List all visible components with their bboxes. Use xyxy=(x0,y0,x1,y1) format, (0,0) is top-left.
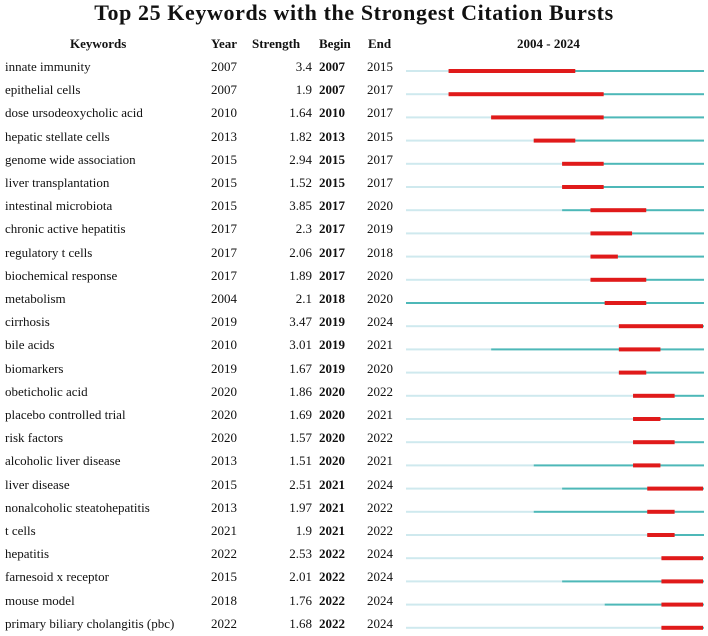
begin-cell: 2019 xyxy=(319,360,345,376)
year-cell: 2015 xyxy=(211,198,237,214)
strength-cell: 1.68 xyxy=(289,615,312,631)
table-row xyxy=(0,381,708,404)
header-strength: Strength xyxy=(252,36,301,51)
table-row xyxy=(0,358,708,381)
strength-cell: 3.4 xyxy=(295,59,312,74)
year-cell: 2004 xyxy=(211,291,237,306)
strength-cell: 2.51 xyxy=(289,476,312,492)
table-row xyxy=(0,265,708,288)
strength-cell: 1.97 xyxy=(289,499,312,515)
keyword-cell: metabolism xyxy=(5,291,66,306)
strength-cell: 3.01 xyxy=(289,337,312,353)
strength-cell: 1.52 xyxy=(289,175,312,190)
keyword-cell: cirrhosis xyxy=(5,314,50,330)
begin-cell: 2017 xyxy=(319,198,345,214)
strength-cell: 2.3 xyxy=(295,221,312,237)
strength-cell: 3.47 xyxy=(289,314,312,330)
strength-cell: 3.85 xyxy=(289,198,312,214)
end-cell: 2015 xyxy=(367,128,393,144)
year-cell: 2019 xyxy=(211,360,237,376)
table-row xyxy=(0,218,708,241)
year-cell: 2020 xyxy=(211,430,237,446)
table-row xyxy=(0,497,708,520)
end-cell: 2024 xyxy=(367,615,393,631)
keyword-cell: placebo controlled trial xyxy=(5,407,126,422)
year-cell: 2018 xyxy=(211,592,237,608)
strength-cell: 2.1 xyxy=(295,291,312,306)
end-cell: 2017 xyxy=(367,175,393,190)
header-begin: Begin xyxy=(319,36,351,51)
keyword-cell: regulatory t cells xyxy=(5,244,93,260)
end-cell: 2015 xyxy=(367,59,393,74)
begin-cell: 2021 xyxy=(319,499,345,515)
strength-cell: 2.06 xyxy=(289,244,312,260)
begin-cell: 2010 xyxy=(319,105,345,121)
begin-cell: 2017 xyxy=(319,267,345,283)
end-cell: 2017 xyxy=(367,105,393,121)
year-cell: 2013 xyxy=(211,128,237,144)
keyword-cell: bile acids xyxy=(5,337,55,353)
begin-cell: 2022 xyxy=(319,615,345,631)
begin-cell: 2017 xyxy=(319,221,345,237)
table-row xyxy=(0,102,708,125)
keyword-cell: nonalcoholic steatohepatitis xyxy=(5,499,150,515)
keyword-cell: biomarkers xyxy=(5,360,64,376)
header-end: End xyxy=(368,36,392,51)
header-keywords: Keywords xyxy=(70,36,127,51)
strength-cell: 2.53 xyxy=(289,546,312,562)
year-cell: 2007 xyxy=(211,59,237,74)
table-row xyxy=(0,543,708,566)
year-cell: 2010 xyxy=(211,105,237,121)
end-cell: 2021 xyxy=(367,453,393,469)
strength-cell: 1.64 xyxy=(289,105,312,121)
begin-cell: 2020 xyxy=(319,453,345,469)
table-row xyxy=(0,56,708,79)
strength-cell: 1.9 xyxy=(295,82,312,98)
year-cell: 2017 xyxy=(211,244,237,260)
table-row xyxy=(0,520,708,543)
end-cell: 2022 xyxy=(367,430,393,446)
strength-cell: 2.94 xyxy=(289,151,312,167)
keyword-cell: obeticholic acid xyxy=(5,383,88,399)
end-cell: 2020 xyxy=(367,360,393,376)
keyword-cell: liver disease xyxy=(5,476,70,492)
end-cell: 2019 xyxy=(367,221,393,237)
keyword-cell: genome wide association xyxy=(5,151,136,167)
table-row xyxy=(0,242,708,265)
begin-cell: 2017 xyxy=(319,244,345,260)
header-timeline: 2004 - 2024 xyxy=(517,36,580,51)
end-cell: 2022 xyxy=(367,523,393,538)
year-cell: 2015 xyxy=(211,175,237,190)
end-cell: 2024 xyxy=(367,314,393,330)
begin-cell: 2022 xyxy=(319,546,345,562)
end-cell: 2017 xyxy=(367,151,393,167)
year-cell: 2015 xyxy=(211,151,237,167)
end-cell: 2020 xyxy=(367,198,393,214)
end-cell: 2021 xyxy=(367,407,393,422)
strength-cell: 1.67 xyxy=(289,360,312,376)
keyword-cell: primary biliary cholangitis (pbc) xyxy=(5,615,175,631)
begin-cell: 2019 xyxy=(319,337,345,353)
begin-cell: 2019 xyxy=(319,314,345,330)
year-cell: 2013 xyxy=(211,499,237,515)
table-row xyxy=(0,311,708,334)
strength-cell: 1.76 xyxy=(289,592,312,608)
keyword-cell: intestinal microbiota xyxy=(5,198,113,214)
table-row xyxy=(0,172,708,195)
keyword-cell: alcoholic liver disease xyxy=(5,453,121,469)
keyword-cell: innate immunity xyxy=(5,59,91,74)
table-row xyxy=(0,474,708,497)
table-row xyxy=(0,79,708,102)
strength-cell: 1.86 xyxy=(289,383,312,399)
end-cell: 2021 xyxy=(367,337,393,353)
strength-cell: 1.51 xyxy=(289,453,312,469)
table-row xyxy=(0,590,708,613)
strength-cell: 1.82 xyxy=(289,128,312,144)
end-cell: 2020 xyxy=(367,291,393,306)
year-cell: 2015 xyxy=(211,569,237,585)
begin-cell: 2007 xyxy=(319,59,345,74)
year-cell: 2020 xyxy=(211,383,237,399)
end-cell: 2024 xyxy=(367,592,393,608)
strength-cell: 1.57 xyxy=(289,430,312,446)
end-cell: 2024 xyxy=(367,569,393,585)
end-cell: 2024 xyxy=(367,546,393,562)
table-row xyxy=(0,195,708,218)
year-cell: 2010 xyxy=(211,337,237,353)
end-cell: 2022 xyxy=(367,383,393,399)
table-row xyxy=(0,566,708,589)
table-row xyxy=(0,288,708,311)
keyword-cell: biochemical response xyxy=(5,267,118,283)
begin-cell: 2015 xyxy=(319,151,345,167)
table-row xyxy=(0,149,708,172)
strength-cell: 2.01 xyxy=(289,569,312,585)
begin-cell: 2020 xyxy=(319,407,345,422)
begin-cell: 2013 xyxy=(319,128,345,144)
strength-cell: 1.89 xyxy=(289,267,312,283)
begin-cell: 2022 xyxy=(319,569,345,585)
keyword-cell: hepatic stellate cells xyxy=(5,128,110,144)
keyword-cell: chronic active hepatitis xyxy=(5,221,126,237)
strength-cell: 1.69 xyxy=(289,407,312,422)
table-row xyxy=(0,613,708,636)
year-cell: 2017 xyxy=(211,267,237,283)
chart-title: Top 25 Keywords with the Strongest Citation Bursts xyxy=(94,0,614,25)
keyword-cell: farnesoid x receptor xyxy=(5,569,109,585)
begin-cell: 2020 xyxy=(319,383,345,399)
year-cell: 2007 xyxy=(211,82,237,98)
keyword-cell: t cells xyxy=(5,523,36,538)
table-row xyxy=(0,334,708,357)
end-cell: 2022 xyxy=(367,499,393,515)
year-cell: 2021 xyxy=(211,523,237,538)
year-cell: 2020 xyxy=(211,407,237,422)
table-row xyxy=(0,450,708,473)
begin-cell: 2015 xyxy=(319,175,345,190)
begin-cell: 2007 xyxy=(319,82,345,98)
table-row xyxy=(0,404,708,427)
begin-cell: 2022 xyxy=(319,592,345,608)
end-cell: 2018 xyxy=(367,244,393,260)
begin-cell: 2021 xyxy=(319,476,345,492)
keyword-cell: risk factors xyxy=(5,430,64,446)
keyword-cell: dose ursodeoxycholic acid xyxy=(5,105,143,121)
table-row xyxy=(0,427,708,450)
year-cell: 2013 xyxy=(211,453,237,469)
begin-cell: 2020 xyxy=(319,430,345,446)
table-row xyxy=(0,126,708,149)
year-cell: 2019 xyxy=(211,314,237,330)
begin-cell: 2018 xyxy=(319,291,345,306)
year-cell: 2017 xyxy=(211,221,237,237)
year-cell: 2022 xyxy=(211,546,237,562)
strength-cell: 1.9 xyxy=(295,523,312,538)
keyword-cell: hepatitis xyxy=(5,546,50,562)
keyword-cell: liver transplantation xyxy=(5,175,110,190)
year-cell: 2022 xyxy=(211,615,237,631)
year-cell: 2015 xyxy=(211,476,237,492)
begin-cell: 2021 xyxy=(319,523,345,538)
keyword-cell: mouse model xyxy=(5,592,75,608)
end-cell: 2024 xyxy=(367,476,393,492)
keyword-cell: epithelial cells xyxy=(5,82,81,98)
header-year: Year xyxy=(211,36,237,51)
end-cell: 2020 xyxy=(367,267,393,283)
end-cell: 2017 xyxy=(367,82,393,98)
